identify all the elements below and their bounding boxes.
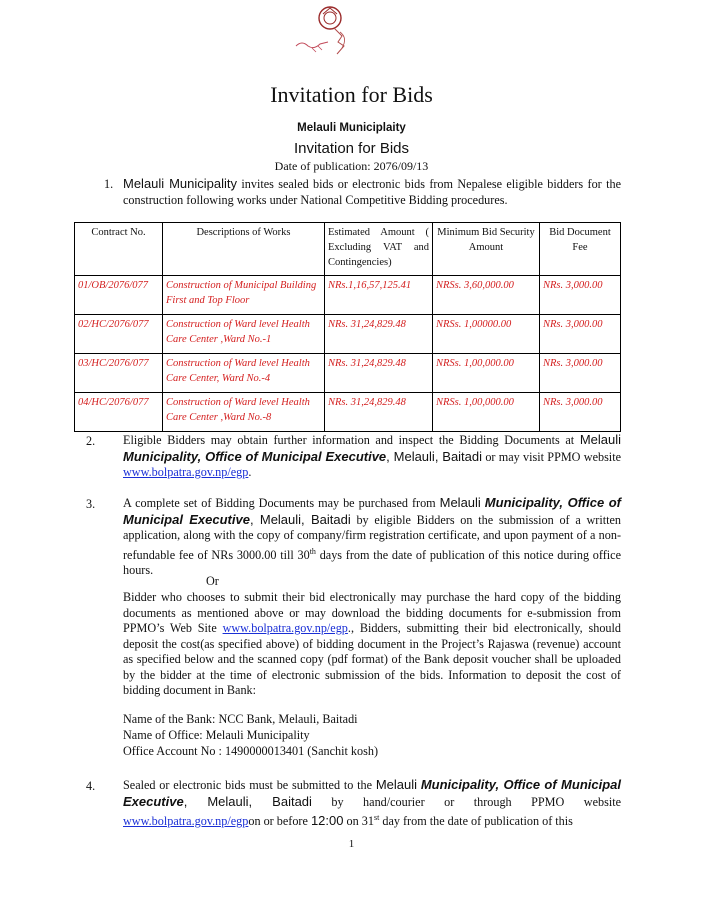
table-row: [75, 393, 621, 432]
item-4-paragraph: [123, 777, 621, 830]
document-fee: NRs. 3,000.00: [540, 276, 621, 315]
office-location: , Melauli, Baitadi: [386, 448, 483, 464]
item-number: 1.: [104, 177, 114, 191]
office-name: Municipality, Office of Municipal Executive: [123, 495, 622, 527]
office-location: , Melauli, Baitadi: [183, 793, 312, 809]
punctuation: .: [248, 465, 252, 479]
item-3-paragraph: [123, 495, 621, 579]
table-header-row: [75, 223, 621, 276]
or-separator: Or: [206, 574, 219, 588]
document-fee: NRs. 3,000.00: [540, 393, 621, 432]
org-name: Melauli: [579, 432, 622, 447]
document-title: Invitation for Bids: [270, 82, 433, 107]
item-3-text: A complete set of Bidding Documents may be purchased from: [123, 496, 436, 510]
column-header: Contract No.: [75, 223, 163, 276]
work-description: Construction of Municipal Building First and Top Floor: [163, 276, 325, 315]
item-1-paragraph: [123, 176, 621, 208]
estimated-amount: NRs. 31,24,829.48: [325, 393, 433, 432]
bid-security: NRSs. 1,00,000.00: [433, 393, 540, 432]
contract-no: 02/HC/2076/077: [75, 315, 163, 354]
item-1-text: invites sealed bids or electronic bids from Nepalese eligible bidders for the construction following works under National Competitive Bidding procedures.: [123, 177, 621, 207]
column-header: Descriptions of Works: [163, 223, 325, 276]
bid-security: NRSs. 1,00,000.00: [433, 354, 540, 393]
office-location: , Melauli, Baitadi: [249, 511, 351, 527]
item-4-text: on 31: [346, 814, 374, 829]
municipality-emblem: [282, 2, 362, 64]
table-row: [75, 354, 621, 393]
contract-no: 03/HC/2076/077: [75, 354, 163, 393]
item-2-text: or may visit PPMO website: [485, 449, 621, 464]
deadline-time: 12:00: [310, 813, 344, 829]
item-3-text: Bidder who chooses to submit their bid electronically may purchase the hard copy of the bidding documents as mentioned above or may download the bidding documents for e-submission from PPMO’s Web Site: [123, 590, 621, 635]
bid-security: NRSs. 1,00000.00: [433, 315, 540, 354]
item-4-text: day from the date of publication of this: [382, 814, 573, 829]
item-3-text: ., Bidders, submitting their bid electronically, should deposit the cost(as specified above) of bidding document in the Project’s Rajaswa (revenue) account as specified below and the scanned copy (pdf format) of the Bank deposit voucher shall be uploaded by the bidder at the time of electronic submission of the bids. Information to deposit the cost of bidding document in Bank:: [123, 621, 622, 697]
work-description: Construction of Ward level Health Care Center ,Ward No.-1: [163, 315, 325, 354]
item-2-paragraph: [123, 432, 621, 481]
contract-no: 01/OB/2076/077: [75, 276, 163, 315]
ppmo-website-link[interactable]: www.bolpatra.gov.np/egp: [123, 814, 249, 829]
item-4-text: Sealed or electronic bids must be submitted to the: [123, 778, 373, 792]
item-2-text: Eligible Bidders may obtain further information and inspect the Bidding Documents at: [123, 433, 575, 447]
document-fee: NRs. 3,000.00: [540, 354, 621, 393]
item-3-text: by eligible Bidders on the submission of a written application, along with the copy of company/firm registration certificate, and upon payment of a non-refundable fee of NRs 3000.00 till 30: [123, 512, 621, 562]
work-description: Construction of Ward level Health Care Center, Ward No.-4: [163, 354, 325, 393]
item-3-text: days from the date of publication of this notice during office hours.: [123, 547, 621, 578]
column-header: Estimated Amount ( Excluding VAT and Contingencies): [325, 223, 433, 276]
item-number: 4.: [86, 779, 96, 793]
page-number: 1: [348, 838, 355, 850]
account-number: Office Account No : 1490000013401 (Sanchit kosh): [123, 744, 378, 758]
estimated-amount: NRs. 31,24,829.48: [325, 315, 433, 354]
superscript: th: [309, 546, 316, 556]
org-name: Melauli Municipality: [123, 176, 238, 191]
table-row: [75, 276, 621, 315]
column-header: Minimum Bid Security Amount: [433, 223, 540, 276]
bids-table: [74, 222, 621, 432]
item-number: 2.: [86, 434, 96, 448]
document-fee: NRs. 3,000.00: [540, 315, 621, 354]
work-description: Construction of Ward level Health Care Center ,Ward No.-8: [163, 393, 325, 432]
bid-security: NRSs. 3,60,000.00: [433, 276, 540, 315]
estimated-amount: NRs.1,16,57,125.41: [325, 276, 433, 315]
item-4-text: by hand/courier or through PPMO website: [331, 794, 622, 809]
publication-date: Date of publication: 2076/09/13: [274, 159, 429, 173]
item-number: 3.: [86, 497, 96, 511]
notice-subtitle: Invitation for Bids: [293, 140, 410, 157]
org-name: Melauli: [375, 777, 418, 792]
item-4-text: on or before: [248, 814, 308, 829]
contract-no: 04/HC/2076/077: [75, 393, 163, 432]
ppmo-website-link[interactable]: www.bolpatra.gov.np/egp: [222, 621, 348, 635]
organization-name: Melauli Municiplaity: [297, 122, 406, 134]
office-name: Municipality, Office of Municipal Executive: [123, 448, 387, 464]
estimated-amount: NRs. 31,24,829.48: [325, 354, 433, 393]
bank-name: Name of the Bank: NCC Bank, Melauli, Baitadi: [123, 712, 358, 726]
column-header: Bid Document Fee: [540, 223, 621, 276]
org-name: Melauli: [439, 495, 481, 510]
office-name: Municipality, Office of Municipal Executive: [123, 777, 622, 809]
ppmo-website-link[interactable]: www.bolpatra.gov.np/egp: [123, 465, 249, 479]
item-3-electronic-paragraph: [123, 590, 621, 699]
superscript: st: [373, 813, 380, 822]
table-row: [75, 315, 621, 354]
office-name-line: Name of Office: Melauli Municipality: [123, 728, 310, 742]
